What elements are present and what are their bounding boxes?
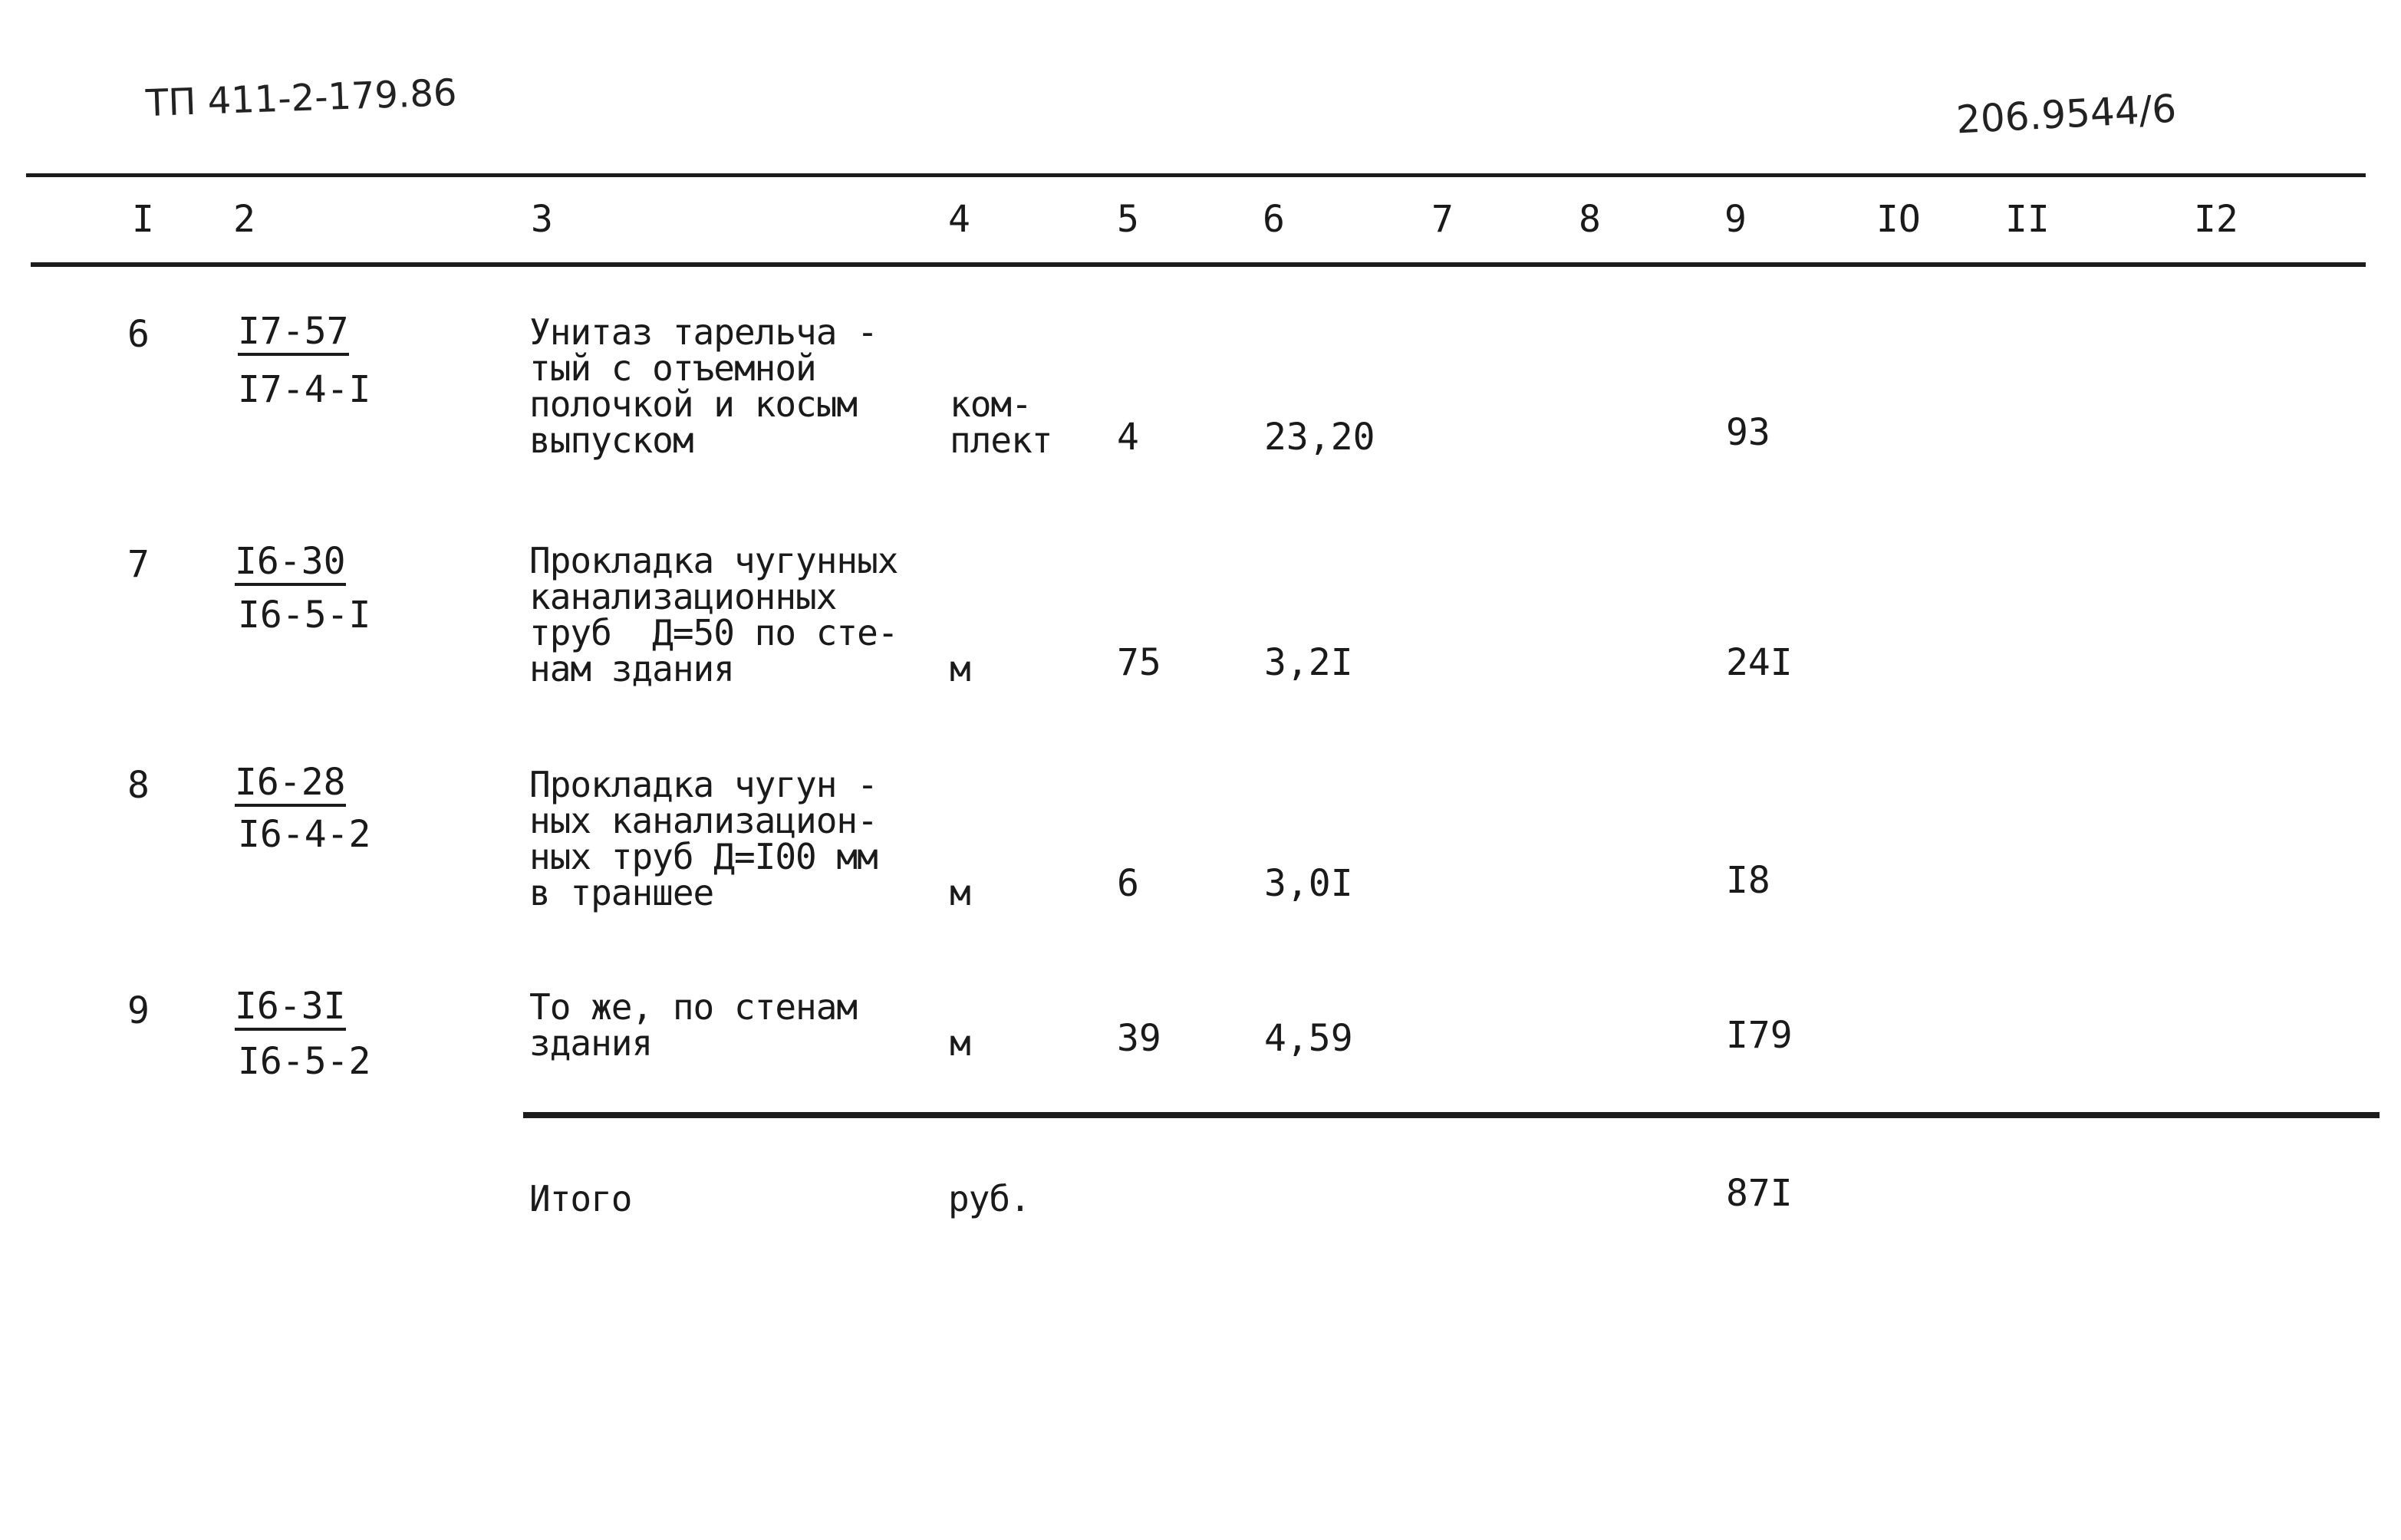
summary-label: Итого [529, 1178, 632, 1219]
unit-price: 23,20 [1264, 416, 1375, 459]
description-line: тый с отъемной [529, 347, 816, 389]
unit-line: м [950, 1022, 970, 1064]
total-cost: 93 [1726, 411, 1770, 454]
col-header-3: 3 [531, 198, 553, 241]
code-bottom: I6-4-2 [238, 813, 371, 856]
col-header-9: 9 [1724, 198, 1747, 241]
code-top-text: I6-28 [235, 764, 346, 807]
col-header-6: 6 [1263, 198, 1285, 241]
description-line: выпуском [529, 420, 693, 461]
col-header-2: 2 [233, 198, 255, 241]
description-line: канализационных [529, 576, 837, 617]
col-header-5: 5 [1117, 198, 1139, 241]
unit-line: м [950, 872, 970, 913]
col-header-4: 4 [948, 198, 970, 241]
col-header-11: II [2005, 198, 2050, 241]
description-line: ных труб Д=I00 мм [529, 836, 878, 877]
unit-line: плект [950, 420, 1052, 461]
total-cost: 24I [1726, 641, 1793, 684]
quantity: 39 [1117, 1017, 1161, 1060]
row-number: 7 [127, 543, 150, 586]
description-line: Прокладка чугунных [529, 540, 898, 581]
code-top-text: I6-30 [235, 543, 346, 586]
col-header-10: IO [1876, 198, 1921, 241]
unit-line: м [950, 648, 970, 689]
col-header-12: I2 [2194, 198, 2238, 241]
description-line: Унитаз тарельча - [529, 311, 878, 353]
col-header-1: I [132, 198, 154, 241]
summary-rule [523, 1112, 2380, 1118]
code-top-text: I7-57 [238, 313, 349, 356]
sheet-code: 206.9544/6 [1955, 86, 2178, 143]
quantity: 4 [1117, 416, 1139, 459]
col-header-7: 7 [1431, 198, 1454, 241]
code-top [238, 310, 349, 356]
summary-unit: руб. [948, 1178, 1030, 1219]
description-line: нам здания [529, 648, 734, 689]
description-line: Прокладка чугун - [529, 764, 878, 805]
row-number: 6 [127, 313, 150, 356]
code-top [235, 540, 346, 586]
description-line: полочкой и косым [529, 383, 858, 425]
document-code: ТП 411-2-179.86 [145, 71, 458, 126]
row-number: 9 [127, 989, 150, 1032]
description-line: То же, по стенам [529, 986, 858, 1028]
quantity: 6 [1117, 862, 1139, 905]
header-bottom-rule [31, 262, 2366, 267]
total-cost: I79 [1726, 1014, 1793, 1057]
unit-price: 3,0I [1264, 862, 1353, 905]
summary-total: 87I [1726, 1172, 1793, 1215]
description-line: ных канализацион- [529, 800, 878, 841]
unit-price: 4,59 [1264, 1017, 1353, 1060]
unit-line: ком- [950, 383, 1032, 425]
col-header-8: 8 [1579, 198, 1601, 241]
description-line: труб Д=50 по сте- [529, 612, 898, 653]
description-line: в траншее [529, 872, 714, 913]
code-top [235, 985, 346, 1031]
row-number: 8 [127, 764, 150, 807]
unit-price: 3,2I [1264, 641, 1353, 684]
description-line: здания [529, 1022, 653, 1064]
quantity: 75 [1117, 641, 1161, 684]
code-bottom: I6-5-2 [238, 1040, 371, 1083]
code-bottom: I6-5-I [238, 594, 371, 637]
code-top [235, 761, 346, 807]
total-cost: I8 [1726, 859, 1770, 902]
code-top-text: I6-3I [235, 988, 346, 1031]
code-bottom: I7-4-I [238, 368, 371, 411]
top-rule [26, 173, 2366, 177]
